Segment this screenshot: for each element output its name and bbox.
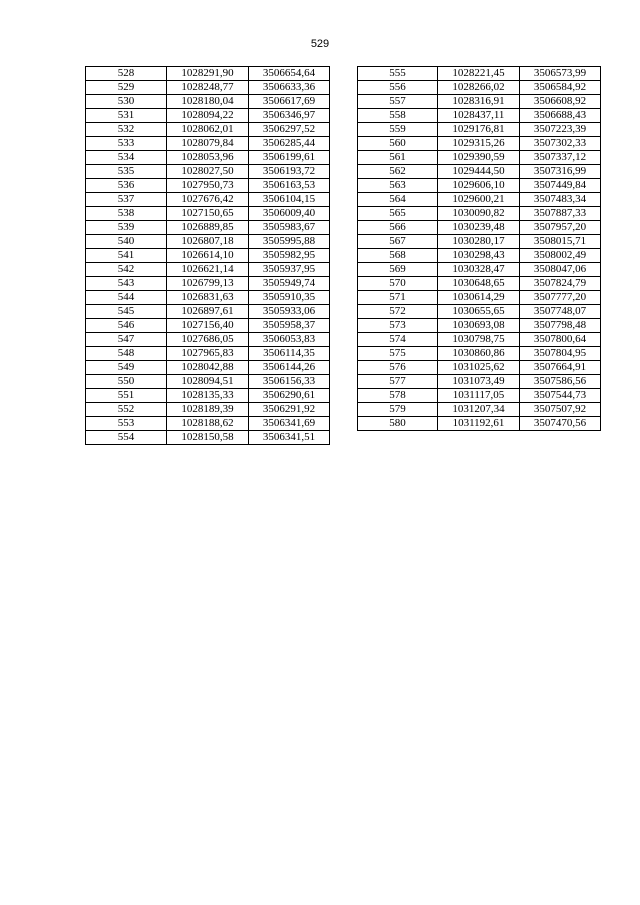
x-coordinate-cell: 1029444,50: [438, 165, 520, 179]
y-coordinate-cell: 3506617,69: [249, 95, 330, 109]
point-number-cell: 547: [86, 333, 167, 347]
point-number-cell: 531: [86, 109, 167, 123]
point-number-cell: 553: [86, 417, 167, 431]
x-coordinate-cell: 1030328,47: [438, 263, 520, 277]
table-row: [358, 81, 601, 95]
y-coordinate-cell: 3506688,43: [520, 109, 601, 123]
y-coordinate-cell: 3507800,64: [520, 333, 601, 347]
y-coordinate-cell: 3508047,06: [520, 263, 601, 277]
y-coordinate-cell: 3506346,97: [249, 109, 330, 123]
y-coordinate-cell: 3506053,83: [249, 333, 330, 347]
point-number-cell: 556: [358, 81, 438, 95]
table-row: [86, 403, 330, 417]
x-coordinate-cell: 1026799,13: [167, 277, 249, 291]
table-row: [86, 95, 330, 109]
y-coordinate-cell: 3506144,26: [249, 361, 330, 375]
table-row: [86, 249, 330, 263]
x-coordinate-cell: 1028266,02: [438, 81, 520, 95]
y-coordinate-cell: 3507586,56: [520, 375, 601, 389]
y-coordinate-cell: 3506584,92: [520, 81, 601, 95]
point-number-cell: 535: [86, 165, 167, 179]
y-coordinate-cell: 3507449,84: [520, 179, 601, 193]
x-coordinate-cell: 1026897,61: [167, 305, 249, 319]
x-coordinate-cell: 1028150,58: [167, 431, 249, 445]
table-row: [86, 109, 330, 123]
x-coordinate-cell: 1030298,43: [438, 249, 520, 263]
x-coordinate-cell: 1030614,29: [438, 291, 520, 305]
point-number-cell: 578: [358, 389, 438, 403]
y-coordinate-cell: 3507507,92: [520, 403, 601, 417]
table-row: [358, 235, 601, 249]
x-coordinate-cell: 1030798,75: [438, 333, 520, 347]
x-coordinate-cell: 1029315,26: [438, 137, 520, 151]
table-row: [86, 417, 330, 431]
point-number-cell: 572: [358, 305, 438, 319]
table-row: [86, 151, 330, 165]
table-row: [358, 151, 601, 165]
x-coordinate-cell: 1031073,49: [438, 375, 520, 389]
point-number-cell: 562: [358, 165, 438, 179]
table-row: [86, 333, 330, 347]
table-row: [358, 95, 601, 109]
point-number-cell: 546: [86, 319, 167, 333]
point-number-cell: 545: [86, 305, 167, 319]
table-row: [358, 319, 601, 333]
table-row: [358, 221, 601, 235]
point-number-cell: 563: [358, 179, 438, 193]
table-row: [358, 305, 601, 319]
table-row: [86, 235, 330, 249]
y-coordinate-cell: 3506297,52: [249, 123, 330, 137]
y-coordinate-cell: 3507544,73: [520, 389, 601, 403]
table-row: [86, 319, 330, 333]
table-row: [86, 389, 330, 403]
point-number-cell: 557: [358, 95, 438, 109]
point-number-cell: 532: [86, 123, 167, 137]
x-coordinate-cell: 1028053,96: [167, 151, 249, 165]
table-row: [358, 333, 601, 347]
y-coordinate-cell: 3506114,35: [249, 347, 330, 361]
y-coordinate-cell: 3506291,92: [249, 403, 330, 417]
x-coordinate-cell: 1028316,91: [438, 95, 520, 109]
table-row: [86, 123, 330, 137]
table-row: [358, 249, 601, 263]
y-coordinate-cell: 3507483,34: [520, 193, 601, 207]
x-coordinate-cell: 1031207,34: [438, 403, 520, 417]
y-coordinate-cell: 3507804,95: [520, 347, 601, 361]
table-row: [86, 291, 330, 305]
y-coordinate-cell: 3508015,71: [520, 235, 601, 249]
point-number-cell: 544: [86, 291, 167, 305]
x-coordinate-cell: 1030090,82: [438, 207, 520, 221]
x-coordinate-cell: 1028042,88: [167, 361, 249, 375]
table-row: [86, 263, 330, 277]
table-row: [358, 347, 601, 361]
x-coordinate-cell: 1027965,83: [167, 347, 249, 361]
y-coordinate-cell: 3506633,36: [249, 81, 330, 95]
table-row: [86, 221, 330, 235]
x-coordinate-cell: 1030693,08: [438, 319, 520, 333]
table-row: [86, 207, 330, 221]
table-row: [86, 347, 330, 361]
table-row: [358, 361, 601, 375]
x-coordinate-cell: 1028221,45: [438, 67, 520, 81]
x-coordinate-cell: 1029600,21: [438, 193, 520, 207]
point-number-cell: 533: [86, 137, 167, 151]
y-coordinate-cell: 3507223,39: [520, 123, 601, 137]
y-coordinate-cell: 3507798,48: [520, 319, 601, 333]
table-row: [358, 291, 601, 305]
coordinates-table-right-body: [358, 67, 601, 431]
y-coordinate-cell: 3507302,33: [520, 137, 601, 151]
table-row: [86, 375, 330, 389]
y-coordinate-cell: 3505983,67: [249, 221, 330, 235]
point-number-cell: 552: [86, 403, 167, 417]
y-coordinate-cell: 3506654,64: [249, 67, 330, 81]
point-number-cell: 575: [358, 347, 438, 361]
y-coordinate-cell: 3506193,72: [249, 165, 330, 179]
point-number-cell: 566: [358, 221, 438, 235]
x-coordinate-cell: 1030860,86: [438, 347, 520, 361]
table-row: [86, 137, 330, 151]
x-coordinate-cell: 1028094,51: [167, 375, 249, 389]
point-number-cell: 559: [358, 123, 438, 137]
point-number-cell: 528: [86, 67, 167, 81]
point-number-cell: 554: [86, 431, 167, 445]
point-number-cell: 540: [86, 235, 167, 249]
point-number-cell: 580: [358, 417, 438, 431]
y-coordinate-cell: 3506290,61: [249, 389, 330, 403]
point-number-cell: 564: [358, 193, 438, 207]
point-number-cell: 574: [358, 333, 438, 347]
table-row: [358, 165, 601, 179]
y-coordinate-cell: 3505933,06: [249, 305, 330, 319]
y-coordinate-cell: 3508002,49: [520, 249, 601, 263]
x-coordinate-cell: 1027156,40: [167, 319, 249, 333]
x-coordinate-cell: 1028180,04: [167, 95, 249, 109]
table-row: [358, 207, 601, 221]
table-row: [358, 375, 601, 389]
point-number-cell: 551: [86, 389, 167, 403]
y-coordinate-cell: 3506009,40: [249, 207, 330, 221]
table-row: [86, 67, 330, 81]
point-number-cell: 569: [358, 263, 438, 277]
point-number-cell: 577: [358, 375, 438, 389]
y-coordinate-cell: 3506163,53: [249, 179, 330, 193]
x-coordinate-cell: 1029606,10: [438, 179, 520, 193]
point-number-cell: 558: [358, 109, 438, 123]
table-row: [358, 277, 601, 291]
x-coordinate-cell: 1026889,85: [167, 221, 249, 235]
table-row: [86, 361, 330, 375]
x-coordinate-cell: 1027676,42: [167, 193, 249, 207]
x-coordinate-cell: 1030648,65: [438, 277, 520, 291]
x-coordinate-cell: 1027150,65: [167, 207, 249, 221]
y-coordinate-cell: 3506156,33: [249, 375, 330, 389]
x-coordinate-cell: 1028248,77: [167, 81, 249, 95]
table-row: [358, 137, 601, 151]
x-coordinate-cell: 1028135,33: [167, 389, 249, 403]
point-number-cell: 561: [358, 151, 438, 165]
table-row: [358, 67, 601, 81]
x-coordinate-cell: 1028079,84: [167, 137, 249, 151]
y-coordinate-cell: 3505910,35: [249, 291, 330, 305]
point-number-cell: 565: [358, 207, 438, 221]
table-row: [86, 431, 330, 445]
point-number-cell: 538: [86, 207, 167, 221]
point-number-cell: 530: [86, 95, 167, 109]
point-number-cell: 542: [86, 263, 167, 277]
table-row: [86, 165, 330, 179]
y-coordinate-cell: 3507957,20: [520, 221, 601, 235]
y-coordinate-cell: 3506341,69: [249, 417, 330, 431]
table-row: [358, 403, 601, 417]
point-number-cell: 571: [358, 291, 438, 305]
x-coordinate-cell: 1026831,63: [167, 291, 249, 305]
table-row: [86, 193, 330, 207]
point-number-cell: 568: [358, 249, 438, 263]
x-coordinate-cell: 1028062,01: [167, 123, 249, 137]
table-row: [86, 305, 330, 319]
point-number-cell: 555: [358, 67, 438, 81]
point-number-cell: 529: [86, 81, 167, 95]
table-row: [358, 109, 601, 123]
y-coordinate-cell: 3505937,95: [249, 263, 330, 277]
point-number-cell: 543: [86, 277, 167, 291]
x-coordinate-cell: 1031025,62: [438, 361, 520, 375]
x-coordinate-cell: 1031117,05: [438, 389, 520, 403]
x-coordinate-cell: 1031192,61: [438, 417, 520, 431]
point-number-cell: 537: [86, 193, 167, 207]
y-coordinate-cell: 3507664,91: [520, 361, 601, 375]
y-coordinate-cell: 3505958,37: [249, 319, 330, 333]
y-coordinate-cell: 3507777,20: [520, 291, 601, 305]
coordinates-table-right: [357, 66, 601, 431]
point-number-cell: 548: [86, 347, 167, 361]
y-coordinate-cell: 3507337,12: [520, 151, 601, 165]
y-coordinate-cell: 3506285,44: [249, 137, 330, 151]
table-row: [358, 179, 601, 193]
point-number-cell: 560: [358, 137, 438, 151]
table-row: [358, 417, 601, 431]
x-coordinate-cell: 1028027,50: [167, 165, 249, 179]
coordinates-table-left: [85, 66, 330, 445]
x-coordinate-cell: 1026614,10: [167, 249, 249, 263]
y-coordinate-cell: 3506573,99: [520, 67, 601, 81]
point-number-cell: 536: [86, 179, 167, 193]
table-row: [86, 179, 330, 193]
table-row: [86, 81, 330, 95]
point-number-cell: 534: [86, 151, 167, 165]
y-coordinate-cell: 3507887,33: [520, 207, 601, 221]
point-number-cell: 570: [358, 277, 438, 291]
table-row: [358, 263, 601, 277]
x-coordinate-cell: 1030655,65: [438, 305, 520, 319]
y-coordinate-cell: 3506199,61: [249, 151, 330, 165]
table-row: [358, 123, 601, 137]
x-coordinate-cell: 1028291,90: [167, 67, 249, 81]
table-row: [358, 389, 601, 403]
y-coordinate-cell: 3507316,99: [520, 165, 601, 179]
x-coordinate-cell: 1028437,11: [438, 109, 520, 123]
x-coordinate-cell: 1027686,05: [167, 333, 249, 347]
x-coordinate-cell: 1028189,39: [167, 403, 249, 417]
page-number: 529: [310, 38, 330, 50]
x-coordinate-cell: 1030239,48: [438, 221, 520, 235]
x-coordinate-cell: 1027950,73: [167, 179, 249, 193]
x-coordinate-cell: 1029390,59: [438, 151, 520, 165]
point-number-cell: 549: [86, 361, 167, 375]
y-coordinate-cell: 3505995,88: [249, 235, 330, 249]
y-coordinate-cell: 3506341,51: [249, 431, 330, 445]
point-number-cell: 539: [86, 221, 167, 235]
x-coordinate-cell: 1029176,81: [438, 123, 520, 137]
point-number-cell: 573: [358, 319, 438, 333]
y-coordinate-cell: 3507470,56: [520, 417, 601, 431]
point-number-cell: 576: [358, 361, 438, 375]
x-coordinate-cell: 1026621,14: [167, 263, 249, 277]
table-row: [86, 277, 330, 291]
y-coordinate-cell: 3505949,74: [249, 277, 330, 291]
y-coordinate-cell: 3507824,79: [520, 277, 601, 291]
point-number-cell: 541: [86, 249, 167, 263]
y-coordinate-cell: 3506608,92: [520, 95, 601, 109]
point-number-cell: 567: [358, 235, 438, 249]
coordinates-table-left-body: [86, 67, 330, 445]
x-coordinate-cell: 1026807,18: [167, 235, 249, 249]
y-coordinate-cell: 3506104,15: [249, 193, 330, 207]
y-coordinate-cell: 3507748,07: [520, 305, 601, 319]
point-number-cell: 550: [86, 375, 167, 389]
y-coordinate-cell: 3505982,95: [249, 249, 330, 263]
x-coordinate-cell: 1030280,17: [438, 235, 520, 249]
x-coordinate-cell: 1028188,62: [167, 417, 249, 431]
point-number-cell: 579: [358, 403, 438, 417]
table-row: [358, 193, 601, 207]
x-coordinate-cell: 1028094,22: [167, 109, 249, 123]
